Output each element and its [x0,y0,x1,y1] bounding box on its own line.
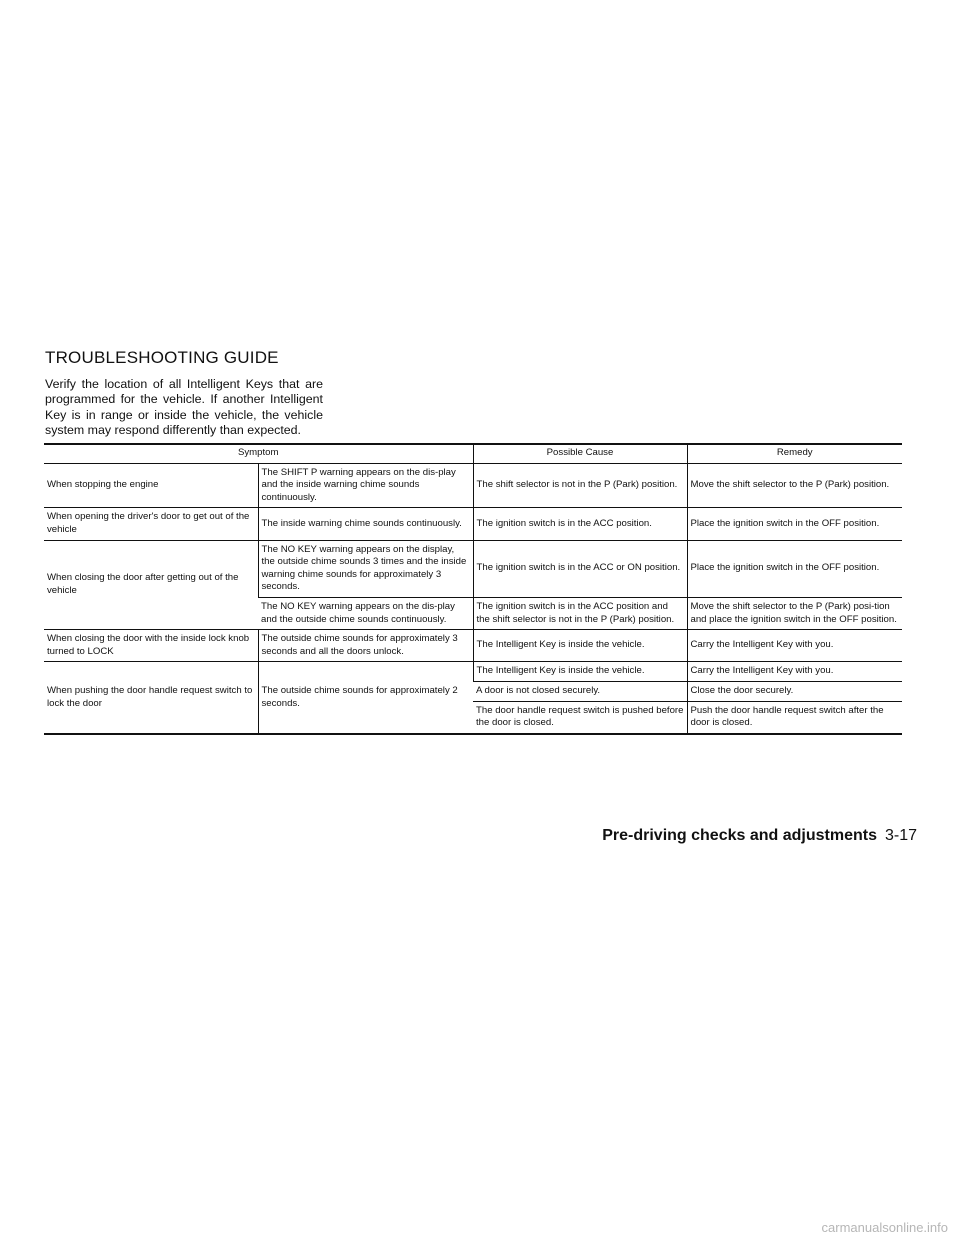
symptom-detail-cell: The outside chime sounds for approximately 3 seconds and all the doors unlock. [258,630,473,662]
page-footer [602,827,917,845]
troubleshooting-table [44,443,902,735]
table-row [44,508,902,540]
watermark-text: carmanualsonline.info [821,1220,948,1235]
symptom-cell: When stopping the engine [44,463,258,508]
table-row [44,463,902,508]
symptom-cell: When opening the driver's door to get out of the vehicle [44,508,258,540]
symptom-detail-cell: The SHIFT P warning appears on the dis-play and the inside warning chime sounds continuously. [258,463,473,508]
cause-cell: The ignition switch is in the ACC position and the shift selector is not in the P (Park) position. [473,597,687,629]
table-header-row [44,444,902,463]
cause-cell: The ignition switch is in the ACC or ON position. [473,540,687,597]
header-remedy: Remedy [687,444,902,463]
symptom-detail-cell: The NO KEY warning appears on the display, the outside chime sounds 3 times and the inside warning chime sounds for approximately 3 seconds. [258,540,473,597]
cause-cell: The door handle request switch is pushed before the door is closed. [473,701,687,734]
header-symptom: Symptom [44,444,473,463]
cause-cell: The Intelligent Key is inside the vehicle. [473,662,687,682]
cause-cell: The shift selector is not in the P (Park) position. [473,463,687,508]
page-number: 3-17 [884,827,917,844]
cause-cell: The ignition switch is in the ACC position. [473,508,687,540]
remedy-cell: Carry the Intelligent Key with you. [687,662,902,682]
symptom-cell: When closing the door after getting out of the vehicle [44,540,258,630]
symptom-detail-cell: The outside chime sounds for approximately 2 seconds. [258,662,473,734]
remedy-cell: Place the ignition switch in the OFF position. [687,508,902,540]
symptom-detail-cell: The inside warning chime sounds continuously. [258,508,473,540]
table-row [44,540,902,597]
remedy-cell: Push the door handle request switch after the door is closed. [687,701,902,734]
header-possible-cause: Possible Cause [473,444,687,463]
remedy-cell: Close the door securely. [687,681,902,701]
footer-section-title: Pre-driving checks and adjustments [602,827,877,844]
cause-cell: A door is not closed securely. [473,681,687,701]
remedy-cell: Move the shift selector to the P (Park) position. [687,463,902,508]
cause-cell: The Intelligent Key is inside the vehicle. [473,630,687,662]
page-title: TROUBLESHOOTING GUIDE [45,348,279,367]
intro-paragraph: Verify the location of all Intelligent Keys that are programmed for the vehicle. If another Intelligent Key is in range or inside the vehicle, the vehicle system may respond differently than expected. [45,377,323,438]
table-row [44,662,902,682]
remedy-cell: Place the ignition switch in the OFF position. [687,540,902,597]
remedy-cell: Carry the Intelligent Key with you. [687,630,902,662]
symptom-cell: When pushing the door handle request switch to lock the door [44,662,258,734]
table-row [44,630,902,662]
remedy-cell: Move the shift selector to the P (Park) posi-tion and place the ignition switch in the OFF position. [687,597,902,629]
symptom-detail-cell: The NO KEY warning appears on the dis-play and the outside chime sounds continuously. [258,597,473,629]
symptom-cell: When closing the door with the inside lock knob turned to LOCK [44,630,258,662]
